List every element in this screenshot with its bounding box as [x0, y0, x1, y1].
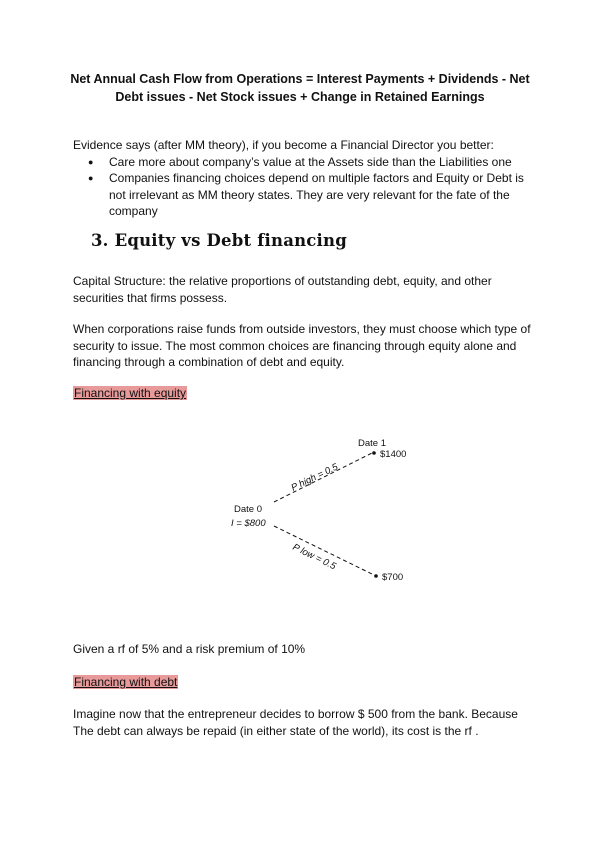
- p-high-label: P high = 0.5: [289, 461, 340, 494]
- financing-debt-label: Financing with debt: [74, 675, 178, 689]
- raise-funds-paragraph: When corporations raise funds from outside investors, they must choose which type of security to issue. The most common choices are financing through equity alone and financing through a combination of debt and equity.: [73, 322, 531, 369]
- node-high: [372, 451, 376, 455]
- imagine-paragraph: Imagine now that the entrepreneur decides to borrow $ 500 from the bank. Because The debt can always be repaid (in either state of the world), its cost is the rf .: [73, 707, 518, 738]
- given-paragraph: Given a rf of 5% and a risk premium of 10%: [73, 642, 306, 656]
- low-value-label: $700: [382, 572, 404, 583]
- capital-structure-paragraph: Capital Structure: the relative proportions of outstanding debt, equity, and other securities that firms possess.: [73, 274, 492, 305]
- initial-investment-label: I = $800: [231, 518, 266, 529]
- financing-equity-label: Financing with equity: [74, 386, 187, 400]
- formula-line-2: Debt issues - Net Stock issues + Change in Retained Earnings: [115, 90, 485, 104]
- evidence-intro: Evidence says (after MM theory), if you become a Financial Director you better:: [73, 138, 494, 152]
- node-low: [374, 574, 378, 578]
- date1-label: Date 1: [358, 438, 386, 449]
- formula-line-1: Net Annual Cash Flow from Operations = Interest Payments + Dividends - Net: [70, 72, 530, 86]
- p-low-label: P low = 0.5: [290, 541, 338, 573]
- high-value-label: $1400: [380, 449, 407, 460]
- date0-label: Date 0: [234, 504, 262, 515]
- financing-debt-subheading: [73, 674, 533, 691]
- list-item: ● Companies financing choices depend on multiple factors and Equity or Debt is not irrelevant as MM theory states. They are very relevant for the fate of the company: [73, 170, 533, 220]
- list-item: ● Care more about company’s value at the Assets side than the Liabilities one: [73, 154, 533, 171]
- section-heading: 3. Equity vs Debt financing: [91, 231, 347, 250]
